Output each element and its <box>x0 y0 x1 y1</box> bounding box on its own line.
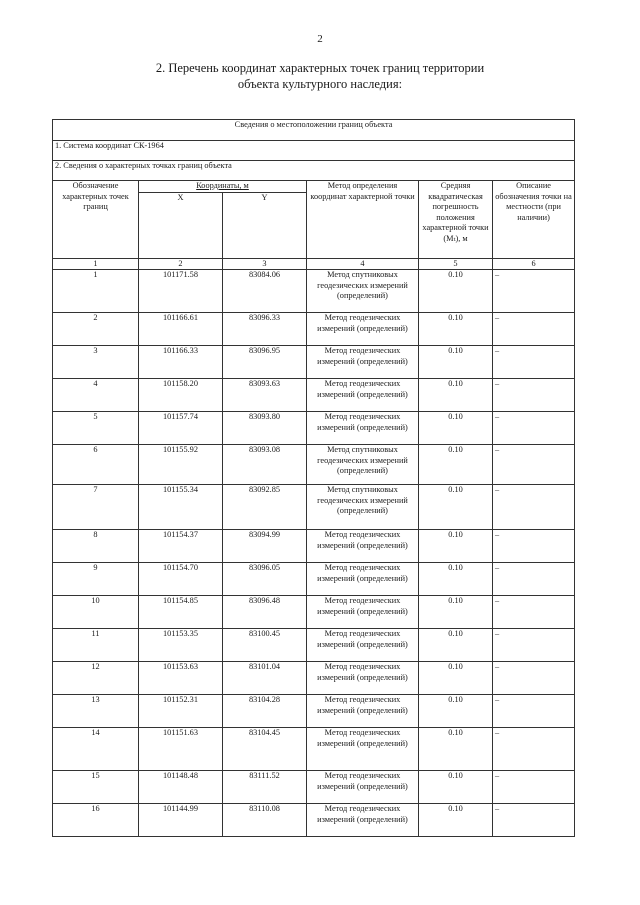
error-cell: 0.10 <box>419 804 493 837</box>
error-cell: 0.10 <box>419 270 493 313</box>
description-cell: – <box>493 629 575 662</box>
heading-line-1: 2. Перечень координат характерных точек границ территории <box>155 61 485 75</box>
x-coordinate-cell: 101166.61 <box>139 313 223 346</box>
method-cell: Метод геодезических измерений (определений) <box>307 379 419 412</box>
method-cell: Метод геодезических измерений (определений) <box>307 313 419 346</box>
description-cell: – <box>493 662 575 695</box>
y-coordinate-cell: 83096.33 <box>223 313 307 346</box>
point-id-cell: 11 <box>53 629 139 662</box>
table-row <box>53 346 575 379</box>
coordinate-system-row <box>53 141 575 161</box>
table-row <box>53 596 575 629</box>
method-cell: Метод геодезических измерений (определений) <box>307 629 419 662</box>
x-coordinate-cell: 101155.34 <box>139 485 223 530</box>
column-number: 5 <box>419 259 493 270</box>
description-cell: – <box>493 445 575 485</box>
error-cell: 0.10 <box>419 379 493 412</box>
point-id-cell: 2 <box>53 313 139 346</box>
table-row <box>53 563 575 596</box>
description-cell: – <box>493 695 575 728</box>
method-cell: Метод геодезических измерений (определений) <box>307 563 419 596</box>
description-cell: – <box>493 771 575 804</box>
column-number: 4 <box>307 259 419 270</box>
header-coordinates: Координаты, м <box>139 181 307 193</box>
table-row <box>53 485 575 530</box>
header-error: Средняя квадратическая погрешность положения характерной точки (Mₜ), м <box>419 181 493 259</box>
y-coordinate-cell: 83110.08 <box>223 804 307 837</box>
method-cell: Метод спутниковых геодезических измерений (определений) <box>307 270 419 313</box>
method-cell: Метод геодезических измерений (определений) <box>307 346 419 379</box>
method-cell: Метод спутниковых геодезических измерений (определений) <box>307 445 419 485</box>
x-coordinate-cell: 101152.31 <box>139 695 223 728</box>
x-coordinate-cell: 101166.33 <box>139 346 223 379</box>
method-cell: Метод геодезических измерений (определений) <box>307 804 419 837</box>
description-cell: – <box>493 596 575 629</box>
table-row <box>53 412 575 445</box>
description-cell: – <box>493 563 575 596</box>
coordinate-system-label: 1. Система координат <box>55 141 132 150</box>
x-coordinate-cell: 101148.48 <box>139 771 223 804</box>
x-coordinate-cell: 101155.92 <box>139 445 223 485</box>
table-row <box>53 313 575 346</box>
error-cell: 0.10 <box>419 596 493 629</box>
error-cell: 0.10 <box>419 485 493 530</box>
x-coordinate-cell: 101154.70 <box>139 563 223 596</box>
description-cell: – <box>493 346 575 379</box>
point-id-cell: 15 <box>53 771 139 804</box>
error-cell: 0.10 <box>419 346 493 379</box>
x-coordinate-cell: 101171.58 <box>139 270 223 313</box>
document-heading <box>100 60 540 92</box>
page-number: 2 <box>317 33 323 45</box>
method-cell: Метод геодезических измерений (определений) <box>307 530 419 563</box>
y-coordinate-cell: 83096.05 <box>223 563 307 596</box>
table-row <box>53 530 575 563</box>
description-cell: – <box>493 530 575 563</box>
description-cell: – <box>493 313 575 346</box>
y-coordinate-cell: 83093.63 <box>223 379 307 412</box>
x-coordinate-cell: 101151.63 <box>139 728 223 771</box>
y-coordinate-cell: 83096.48 <box>223 596 307 629</box>
header-description: Описание обозначения точки на местности (при наличии) <box>493 181 575 259</box>
error-cell: 0.10 <box>419 695 493 728</box>
table-row <box>53 445 575 485</box>
coordinates-table <box>52 119 575 837</box>
point-id-cell: 8 <box>53 530 139 563</box>
error-cell: 0.10 <box>419 313 493 346</box>
error-cell: 0.10 <box>419 629 493 662</box>
heading-line-2: объекта культурного наследия: <box>237 77 403 91</box>
description-cell: – <box>493 379 575 412</box>
error-cell: 0.10 <box>419 728 493 771</box>
y-coordinate-cell: 83093.08 <box>223 445 307 485</box>
x-coordinate-cell: 101153.35 <box>139 629 223 662</box>
method-cell: Метод геодезических измерений (определений) <box>307 771 419 804</box>
header-point-id: Обозначение характерных точек границ <box>53 181 139 259</box>
y-coordinate-cell: 83093.80 <box>223 412 307 445</box>
point-id-cell: 9 <box>53 563 139 596</box>
error-cell: 0.10 <box>419 771 493 804</box>
method-cell: Метод геодезических измерений (определений) <box>307 662 419 695</box>
table-row <box>53 804 575 837</box>
point-id-cell: 10 <box>53 596 139 629</box>
table-row <box>53 728 575 771</box>
error-cell: 0.10 <box>419 412 493 445</box>
point-id-cell: 16 <box>53 804 139 837</box>
description-cell: – <box>493 412 575 445</box>
table-row <box>53 629 575 662</box>
x-coordinate-cell: 101154.37 <box>139 530 223 563</box>
table-row <box>53 695 575 728</box>
y-coordinate-cell: 83094.99 <box>223 530 307 563</box>
header-method: Метод определения координат характерной точки <box>307 181 419 259</box>
method-cell: Метод геодезических измерений (определений) <box>307 728 419 771</box>
error-cell: 0.10 <box>419 662 493 695</box>
y-coordinate-cell: 83104.28 <box>223 695 307 728</box>
error-cell: 0.10 <box>419 563 493 596</box>
x-coordinate-cell: 101158.20 <box>139 379 223 412</box>
y-coordinate-cell: 83096.95 <box>223 346 307 379</box>
point-id-cell: 1 <box>53 270 139 313</box>
description-cell: – <box>493 485 575 530</box>
y-coordinate-cell: 83101.04 <box>223 662 307 695</box>
table-row <box>53 379 575 412</box>
x-coordinate-cell: 101144.99 <box>139 804 223 837</box>
point-id-cell: 13 <box>53 695 139 728</box>
column-number: 6 <box>493 259 575 270</box>
table-row <box>53 662 575 695</box>
description-cell: – <box>493 728 575 771</box>
points-section-label: 2. Сведения о характерных точках границ объекта <box>53 161 575 181</box>
point-id-cell: 14 <box>53 728 139 771</box>
description-cell: – <box>493 804 575 837</box>
x-coordinate-cell: 101154.85 <box>139 596 223 629</box>
point-id-cell: 5 <box>53 412 139 445</box>
point-id-cell: 12 <box>53 662 139 695</box>
column-number: 3 <box>223 259 307 270</box>
y-coordinate-cell: 83104.45 <box>223 728 307 771</box>
table-row <box>53 270 575 313</box>
method-cell: Метод геодезических измерений (определений) <box>307 695 419 728</box>
method-cell: Метод спутниковых геодезических измерений (определений) <box>307 485 419 530</box>
y-coordinate-cell: 83084.06 <box>223 270 307 313</box>
point-id-cell: 7 <box>53 485 139 530</box>
x-coordinate-cell: 101153.63 <box>139 662 223 695</box>
error-cell: 0.10 <box>419 530 493 563</box>
table-banner: Сведения о местоположении границ объекта <box>53 120 575 141</box>
description-cell: – <box>493 270 575 313</box>
coordinate-system-name: СК-1964 <box>133 141 164 150</box>
error-cell: 0.10 <box>419 445 493 485</box>
point-id-cell: 4 <box>53 379 139 412</box>
x-coordinate-cell: 101157.74 <box>139 412 223 445</box>
method-cell: Метод геодезических измерений (определений) <box>307 596 419 629</box>
header-y: Y <box>223 193 307 259</box>
header-x: X <box>139 193 223 259</box>
point-id-cell: 6 <box>53 445 139 485</box>
y-coordinate-cell: 83100.45 <box>223 629 307 662</box>
y-coordinate-cell: 83111.52 <box>223 771 307 804</box>
method-cell: Метод геодезических измерений (определений) <box>307 412 419 445</box>
table-row <box>53 771 575 804</box>
column-number: 2 <box>139 259 223 270</box>
column-number: 1 <box>53 259 139 270</box>
table-body <box>53 270 575 837</box>
y-coordinate-cell: 83092.85 <box>223 485 307 530</box>
point-id-cell: 3 <box>53 346 139 379</box>
